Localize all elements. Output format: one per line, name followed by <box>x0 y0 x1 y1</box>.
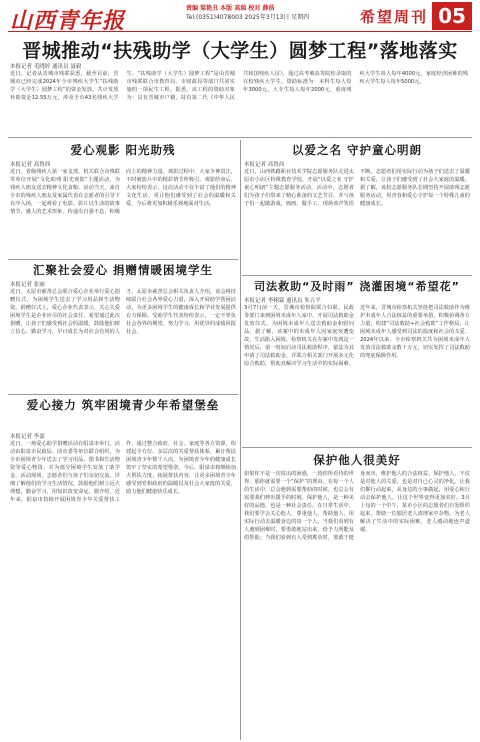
divider <box>242 275 472 276</box>
article-byline-donation: 本报记者 张丽 <box>10 282 45 288</box>
header-date: Tel:(0351)4078003 2025年3月13日 星期四 <box>186 14 310 21</box>
header-info <box>186 4 309 22</box>
article-title-relay-text: 爱心接力 筑牢困境青少年希望堡垒 <box>26 398 220 412</box>
article-title-judicial: 司法救助“及时雨” 浇灌困境“希望花” <box>254 280 460 293</box>
intro-body: 近日，记者从晋城市残联获悉，截至目前，晋城市已经完成2024年全市残疾大学生“扶残助学（大学生）圆梦工程”的资金发放，共计发放补助资金12.55万元，涉及全市43名残疾大学生。“扶残助学（大学生）圆梦工程”是由晋城市残联联合市教育局、市财政局等部门共同实施的一项民生工程。据悉，该工程的资助对象为：具有晋城市户籍，持有第二代《中华人民共和国残疾人证》，通过高考被高等院校录取的在校残疾大学生。资助标准为：本科生每人每年3000元，大专生每人每年2000元，重度残疾大学生每人每年4000元，家庭经济困难的残疾大学生每人每年5000元。 <box>10 71 468 101</box>
divider <box>8 259 238 260</box>
divider <box>8 394 238 395</box>
intro-byline: 本报记者 毛晓婷 通讯员 聂毅 <box>10 64 82 70</box>
article-body-movie: 近日，省级残疾人第一家支部，机关联合市残联等单位开展“文化助残 阳光观影”主题活动，为残疾人朋友送去精神文化食粮。活动当天，来自全市的残疾人朋友及家属代表在志愿者的引导下有序入场，一起观看了电影。影片以生动的故事情节、感人的艺术形象，传递出自强不息、积极向上的精神力量。观影过程中，大家全神贯注，不时被影片中的精彩情节所吸引。观影结束后，大家纷纷表示，这次活动不仅丰富了他们的精神文化生活，更让他们感受到了社会的温暖和关爱，今后将更加积极乐观地面对生活。 <box>10 169 236 215</box>
divider <box>242 447 472 448</box>
header-rule <box>8 31 472 32</box>
article-body-donation: 近日，太原市慈善总会联合爱心企业举行爱心捐赠仪式，为困境学生送去了学习用品和生活物资。捐赠仪式上，爱心企业代表表示，关心关爱困境学生是企业应尽的社会责任，希望通过此次捐赠，让孩子们感受到社会的温暖，鼓励他们树立信心、勤奋学习，早日成长为对社会有用的人才。太原市慈善总会相关负责人介绍，该会将持续联合社会各界爱心力量，深入开展助学帮困活动，为更多困境学生的健康成长和学业发展提供有力保障。受助学生代表纷纷表示，一定不辜负社会各界的期望，努力学习，用优异的成绩回报社会。 <box>10 289 236 335</box>
article-byline-care: 本报记者 高鲁西 <box>244 162 285 168</box>
section-title: 希望周刊 <box>359 8 428 26</box>
divider <box>8 137 472 138</box>
article-byline-judicial: 本报记者 李栩霖 通讯员 朱五平 <box>244 298 321 304</box>
article-byline-relay: 本报记者 李嘉 <box>10 434 45 440</box>
article-title-donation: 汇聚社会爱心 捐赠情暖困境学生 <box>32 263 213 277</box>
article-title-protect: 保护他人很美好 <box>313 453 401 467</box>
article-title-relay <box>10 398 236 413</box>
article-byline-movie: 本报记者 高鲁西 <box>10 162 51 168</box>
main-headline: 晋城推动“扶残助学（大学生）圆梦工程”落地落实 <box>22 40 458 62</box>
page-number: 05 <box>432 2 472 30</box>
article-body-judicial: 3月7日前一天，晋城市检察院联合妇联、民政等部门来到困境未成年人家中，开展司法救助金发放仪式，为困境未成年人送去救助金和慰问品。据了解，该案中的未成年人因家庭突遭变故，生活陷入困境。检察机关在办案中发现这一情况后，第一时间启动司法救助程序，依法为其申请了司法救助金，并联合相关部门开展多元化综合救助，帮助其解决学习生活中的实际困难。近年来，晋城市检察机关坚持把司法救助作为维护未成年人合法权益的重要举措，积极协调各方力量，构建“司法救助+社会救助”工作格局，让困境未成年人感受到司法的温度和社会的关爱。2024年以来，全市检察机关共为困境未成年人发放司法救助金数十万元，切实发挥了司法救助的兜底保障作用。 <box>244 305 470 367</box>
article-body-relay: 近日，一场爱心助学捐赠活动在阳泉市举行。活动由阳泉市民政局、团市委等单位联合组织，为全市困境青少年送去了学习用品、图书和生活物资等爱心物资，并为部分困境学生发放了助学金。活动现场，志愿者们与孩子们亲切交流，详细了解他们的学习生活情况，鼓励他们树立远大理想，勤奋学习，用知识改变命运。据介绍，近年来，阳泉市持续开展困境青少年关爱帮扶工作，通过整合政府、社会、家庭等各方资源，构建起全方位、多层次的关爱帮扶体系，累计帮扶困境青少年数千人次，为困境青少年的健康成长筑牢了坚实的希望堡垒。今后，阳泉市将继续加大帮扶力度，拓展帮扶内容，让更多困境青少年感受到党和政府的温暖以及社会大家庭的关爱，助力他们健康快乐成长。 <box>10 441 236 503</box>
header-editors: 责编 梁艳丑 本版 高瑞 校对 薛浩 <box>186 5 275 12</box>
article-body-protect: 如果你不是一次说出的困惑，一段你所看待的世界，那你就需要一个“保护”的理由。在每一个人的生活中，总会遇到需要帮助的时候，也总会有需要我们伸出援手的时刻。保护他人，是一种美好的品德，也是一种社会责任。在日常生活中，我们要学会关心他人、尊重他人、帮助他人，用实际行动去温暖身边的每一个人。当我们看到有人遇到困难时，要勇敢地站出来，给予力所能及的帮助；当我们看到有人受到欺负时，要敢于挺身而出，维护他人的合法权益。保护他人，不仅是对他人的关爱，也是对自己心灵的净化。让我们都行动起来，从身边的小事做起，用爱心和行动去保护他人，让这个世界变得更加美好。3月上旬的一个中午，某市小区的志愿者们自发组织起来，帮助一位独居老人清理家中杂物，为老人解决了生活中的实际困难，老人感动地连声道谢。 <box>244 471 470 541</box>
article-body-care: 近日，山西铁路职业技术学院志愿服务队走进太原市小店区特殊教育学校，开展“以爱之名 守护童心明朗”主题志愿服务活动。活动中，志愿者们为孩子们带来了精心准备的文艺节目，并与孩子们一起做游戏、画画、做手工，现场欢声笑语不断。志愿者们用实际行动为孩子们送去了温暖和关爱，让孩子们感受到了社会大家庭的温暖。据了解，该校志愿服务队长期坚持开展助残志愿服务活动，用青春和爱心守护每一个特殊儿童的健康成长。 <box>244 169 470 207</box>
article-title-care: 以爱之名 守护童心明朗 <box>291 143 422 157</box>
column-divider <box>240 140 241 740</box>
article-title-movie: 爱心观影 阳光助残 <box>70 143 176 157</box>
masthead-title: 山西青年报 <box>10 8 126 34</box>
